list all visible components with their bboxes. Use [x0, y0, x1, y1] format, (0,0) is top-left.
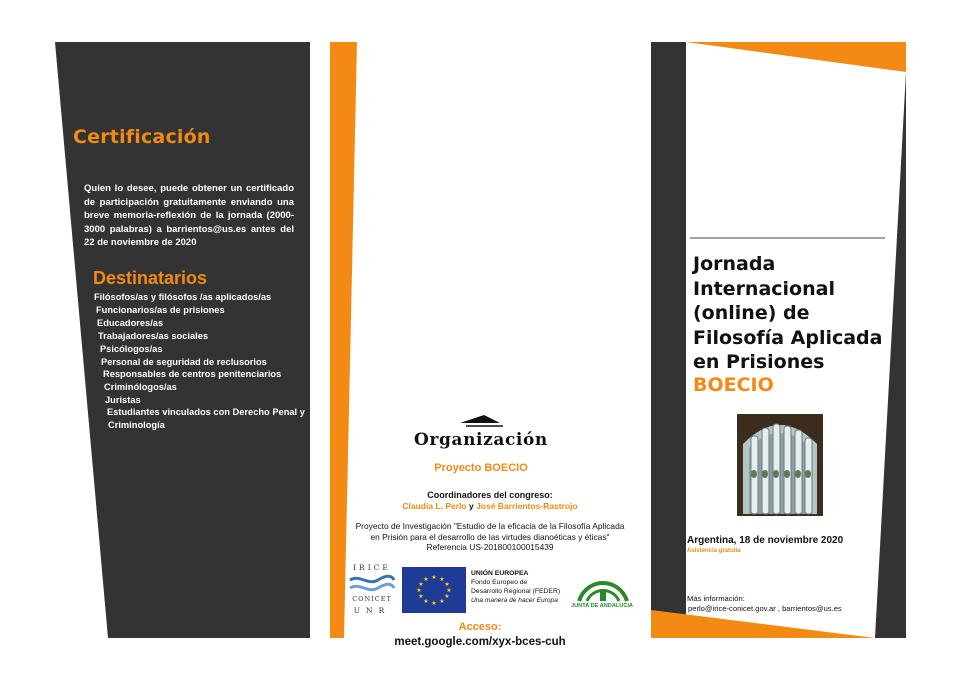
- cover-title-line: Filosofía Aplicada: [693, 326, 883, 349]
- eu-line: Una manera de hacer Europa: [471, 597, 558, 604]
- certificacion-text: Quien lo desee, puede obtener un certificado de participación gratuitamente enviando una breve memoria-reflexión de la jornada (2000-3000 palabras) a barrientos@us.es antes del 22 de noviembre de 2020: [84, 183, 294, 249]
- destinatario-item: Criminólogos/as: [104, 382, 177, 392]
- right-orange-bottom: [651, 610, 875, 638]
- org-triangle-icon: [460, 415, 500, 423]
- coordinadores-names: [330, 501, 650, 511]
- svg-text:★: ★: [439, 598, 445, 605]
- svg-text:★: ★: [418, 581, 424, 588]
- cover-title-line: (online) de: [693, 302, 810, 324]
- destinatario-item: Estudiantes vinculados con Derecho Penal y: [107, 407, 305, 417]
- eu-line: UNIÓN EUROPEA: [471, 570, 529, 577]
- coordinador-2: José Barrientos-Rastrojo: [476, 501, 578, 511]
- eu-line: Fondo Europeo de: [471, 579, 528, 586]
- svg-text:★: ★: [446, 587, 452, 594]
- meet-link[interactable]: meet.google.com/xyx-bces-cuh: [394, 636, 566, 648]
- info-heading: Más información:: [687, 594, 745, 603]
- info-emails[interactable]: perlo@irice-conicet.gov.ar , barrientos@us.es: [688, 604, 842, 613]
- svg-text:★: ★: [444, 581, 450, 588]
- destinatario-item: Juristas: [105, 395, 141, 405]
- destinatario-item: Funcionarios/as de prisiones: [96, 305, 225, 315]
- right-orange-top: [686, 42, 906, 72]
- svg-text:★: ★: [439, 576, 445, 583]
- eu-line: Desarrollo Regional (FEDER): [471, 588, 561, 595]
- svg-text:★: ★: [418, 593, 424, 600]
- destinatario-item: Psicólogos/as: [100, 344, 163, 354]
- irice-conicet-logo: [344, 563, 400, 615]
- svg-text:★: ★: [423, 576, 429, 583]
- cover-title-line: en Prisiones: [693, 351, 825, 373]
- proyecto-description: [330, 521, 650, 553]
- asistencia-gratuita: Asistencia gratuita: [687, 548, 741, 554]
- svg-text:★: ★: [423, 598, 429, 605]
- proyecto-desc-line: Proyecto de Investigación "Estudio de la eficacia de la Filosofía Aplicada: [355, 521, 625, 531]
- proyecto-label: Proyecto BOECIO: [434, 462, 528, 474]
- unr-text: UNR: [353, 606, 391, 615]
- cover-subtitle: BOECIO: [693, 374, 774, 396]
- conicet-text: CONICET: [352, 595, 392, 603]
- cover-title: [693, 252, 882, 375]
- destinatario-item: Filósofos/as y filósofos /as aplicados/as: [94, 292, 272, 302]
- irice-text: IRICE: [353, 563, 391, 572]
- svg-text:★: ★: [431, 600, 437, 607]
- event-date: Argentina, 18 de noviembre 2020: [687, 535, 844, 546]
- destinatario-item: Criminología: [108, 420, 165, 430]
- cover-title-line: Internacional: [693, 277, 835, 300]
- right-dark-column: [651, 42, 686, 638]
- destinatario-item: Personal de seguridad de reclusorios: [101, 357, 267, 367]
- organizacion-title: Organización: [414, 430, 548, 450]
- destinatario-item: Educadores/as: [97, 318, 164, 328]
- coordinador-1: Claudia L. Perlo: [402, 501, 467, 511]
- coordinador-sep: y: [466, 501, 477, 511]
- destinatario-item: Trabajadores/as sociales: [98, 331, 209, 341]
- svg-text:★: ★: [444, 593, 450, 600]
- conicet-wave-icon: [348, 574, 396, 594]
- junta-andalucia-label: JUNTA DE ANDALUCIA: [571, 603, 633, 609]
- destinatarios-title: Destinatarios: [93, 268, 208, 288]
- certificacion-title: Certificación: [73, 126, 211, 148]
- prison-window-photo: [737, 414, 823, 516]
- svg-text:★: ★: [416, 587, 422, 594]
- proyecto-desc-line: en Prisión para el desarrollo de las virtudes dianoéticas y éticas": [370, 531, 610, 542]
- eu-flag-icon: [402, 567, 466, 613]
- proyecto-reference: Referencia US-201800100015439: [426, 542, 554, 552]
- destinatario-item: Responsables de centros penitenciarios: [103, 369, 282, 379]
- cover-title-line: Jornada: [693, 253, 776, 275]
- coordinadores-heading: Coordinadores del congreso:: [427, 490, 553, 500]
- acceso-label: Acceso:: [458, 621, 502, 633]
- svg-text:★: ★: [431, 574, 437, 581]
- eu-feder-text: [471, 569, 571, 605]
